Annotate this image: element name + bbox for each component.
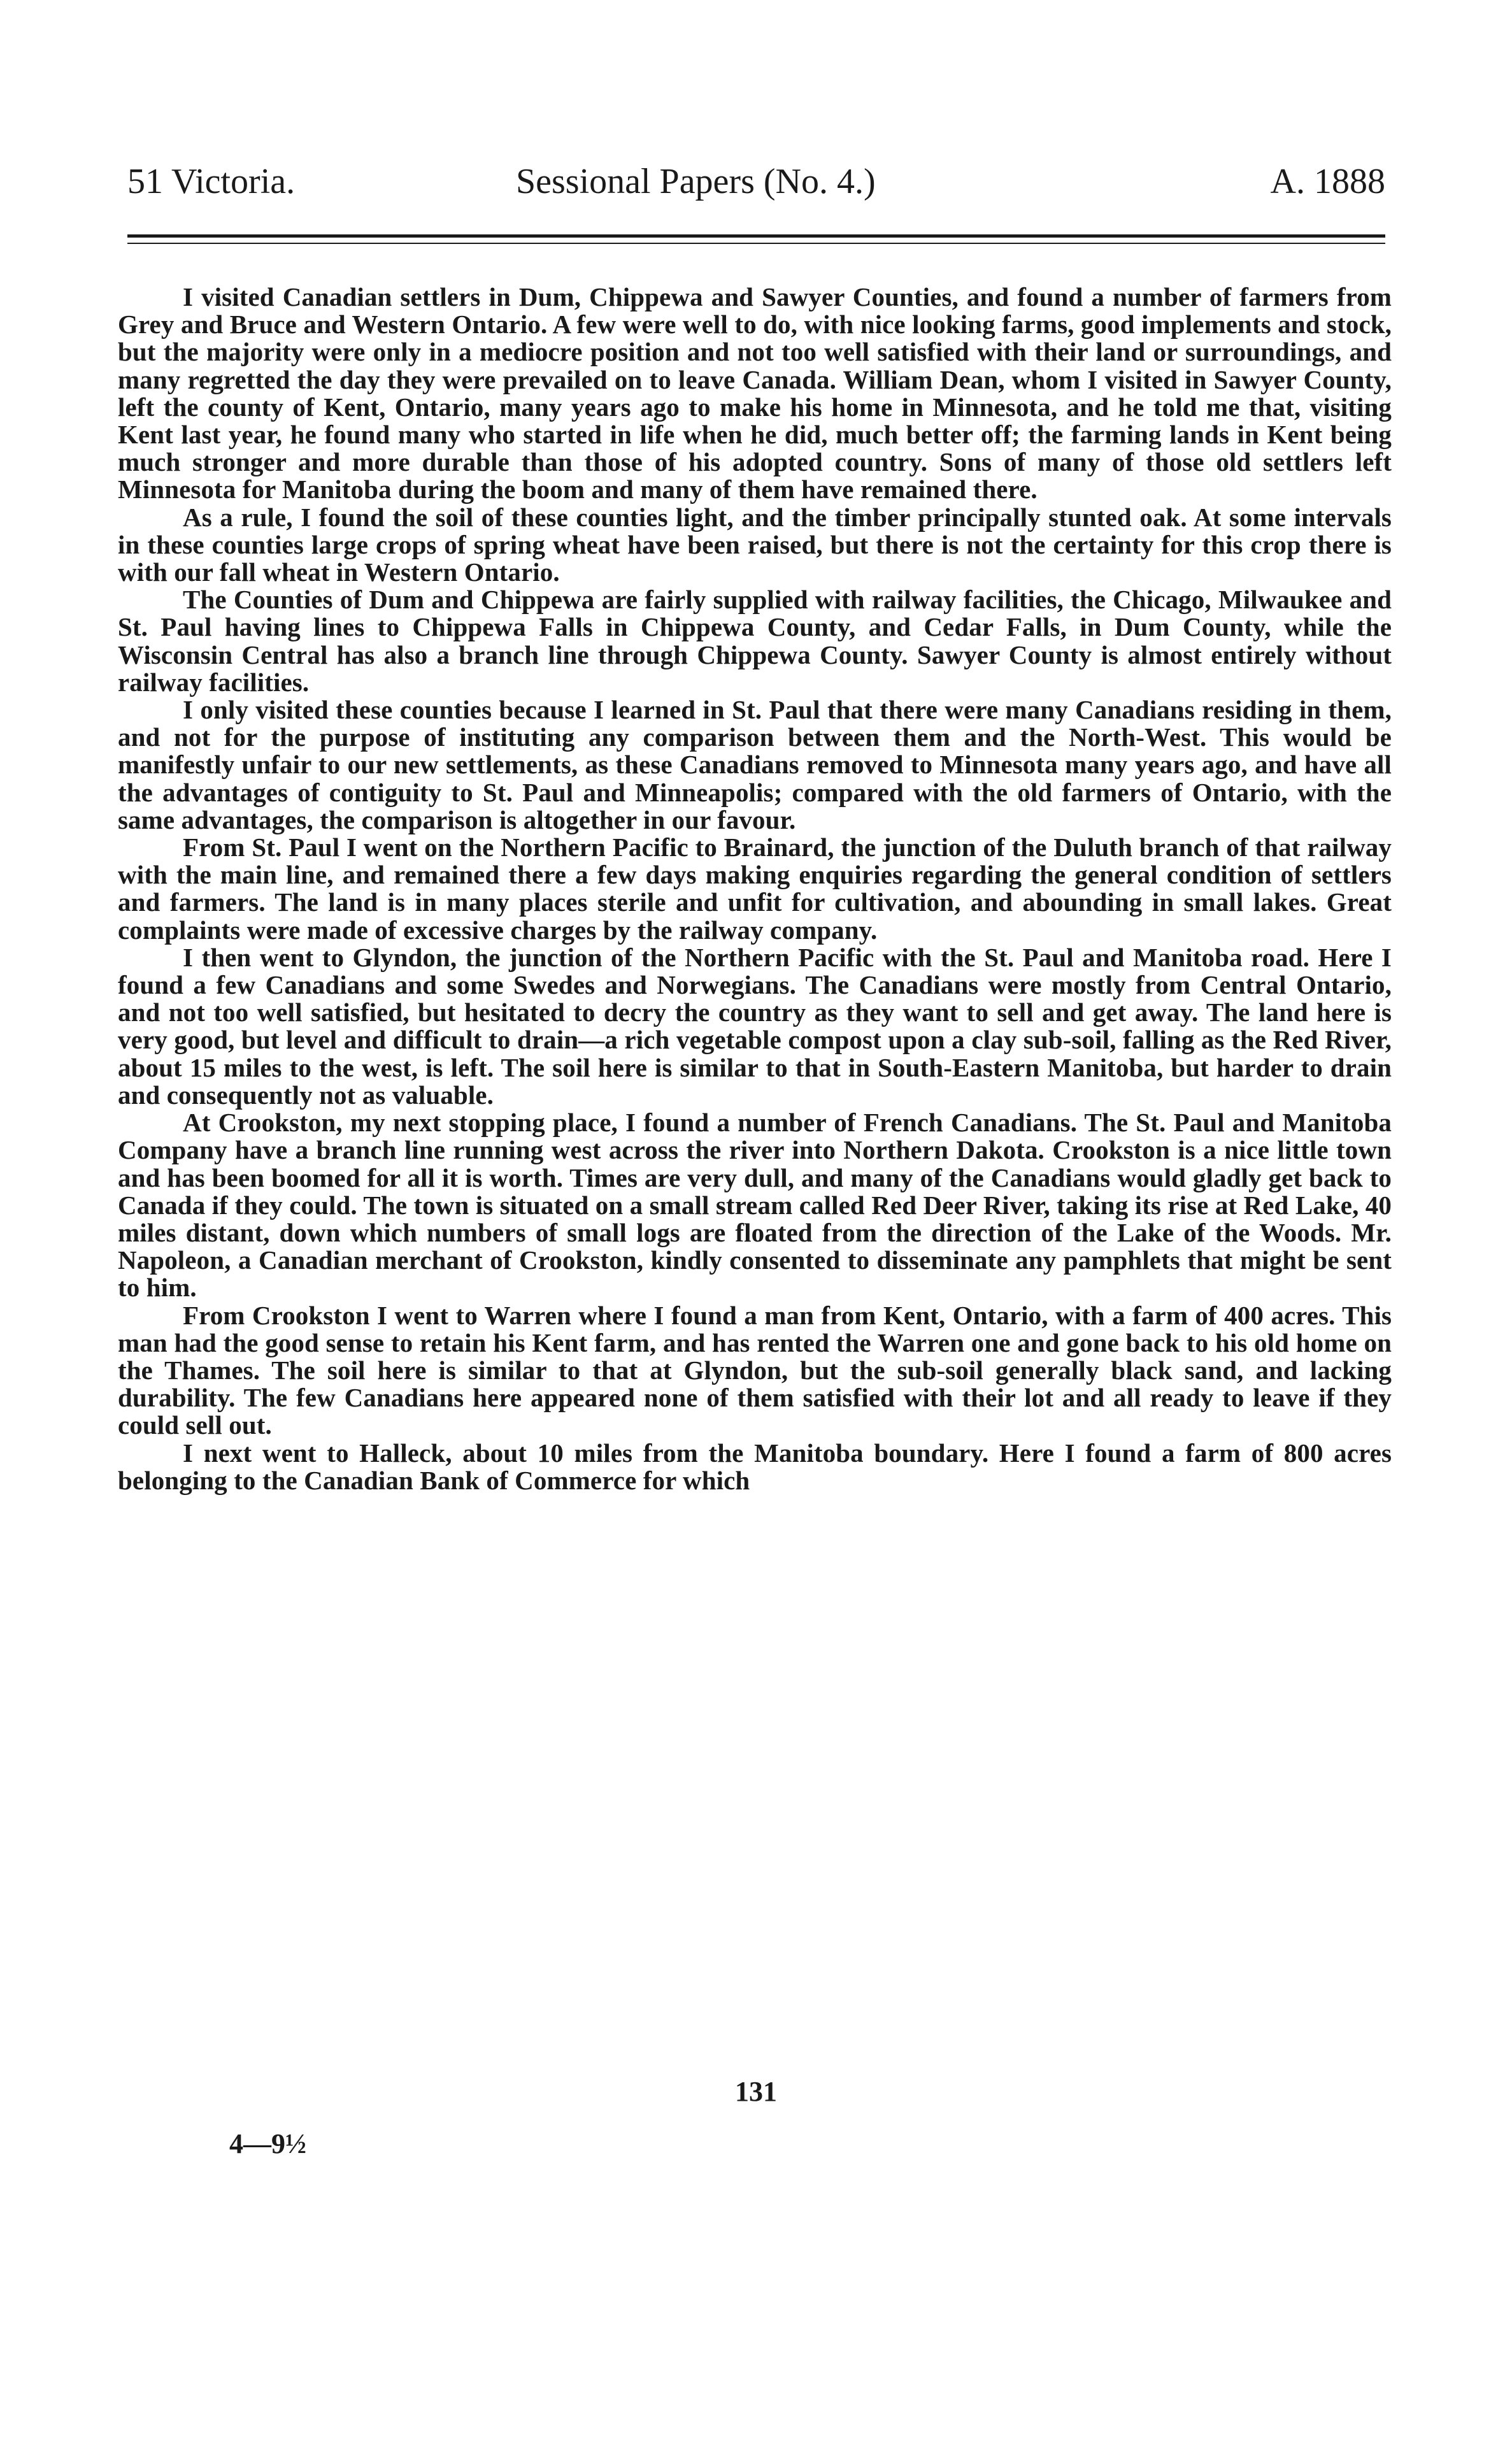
printer-signature: 4—9½: [229, 2128, 306, 2159]
page-header: [127, 156, 1385, 207]
paragraph-brainard: From St. Paul I went on the Northern Pacific to Brainard, the junction of the Duluth branch of that railway with the main line, and remained there a few days making enquiries regarding the general condition of settlers and farmers. The land is in many places sterile and unfit for cultivation, and abounding in small lakes. Great complaints were made of excessive charges by the railway company.: [118, 833, 1392, 945]
header-rule-thick: [127, 234, 1385, 238]
paragraph-railways: The Counties of Dum and Chippewa are fairly supplied with railway facilities, the Chicago, Milwaukee and St. Paul having lines to Chippewa Falls in Chippewa County, and Cedar Falls, in Dum County, while the Wisconsin Central has also a branch line through Chippewa County. Sawyer County is almost entirely without railway facilities.: [118, 585, 1392, 697]
header-year: 51 Victoria.: [127, 162, 296, 201]
paragraph-purpose: I only visited these counties because I learned in St. Paul that there were many Canadians residing in them, and not for the purpose of instituting any comparison between them and the North-West. This would be manifestly unfair to our new settlements, as these Canadians removed to Minnesota many years ago, and have all the advantages of contiguity to St. Paul and Minneapolis; compared with the old farmers of Ontario, with the same advantages, the comparison is altogether in our favour.: [118, 695, 1392, 834]
paragraph-soil: As a rule, I found the soil of these counties light, and the timber principally stunted oak. At some intervals in these counties large crops of spring wheat have been raised, but there is not the certainty for this crop there is with our fall wheat in Western Ontario.: [118, 502, 1392, 587]
header-rule-thin: [127, 243, 1385, 244]
report-body: [118, 283, 1392, 1494]
paragraph-warren: From Crookston I went to Warren where I found a man from Kent, Ontario, with a farm of 400 acres. This man had the good sense to retain his Kent farm, and has rented the Warren one and gone back to his old home on the Thames. The soil here is similar to that at Glyndon, but the sub-soil generally black sand, and lacking durability. The few Canadians here appeared none of them satisfied with their lot and all ready to leave if they could sell out.: [118, 1300, 1392, 1440]
page-number: 131: [735, 2076, 777, 2107]
paragraph-counties: I visited Canadian settlers in Dum, Chippewa and Sawyer Counties, and found a number of farmers from Grey and Bruce and Western Ontario. A few were well to do, with nice looking farms, good implements and stock, but the majority were only in a mediocre position and not too well satisfied with their land or surroundings, and many regretted the day they were prevailed on to leave Canada. William Dean, whom I visited in Sawyer County, left the county of Kent, Ontario, many years ago to make his home in Minnesota, and he told me that, visiting Kent last year, he found many who started in life when he did, much better off; the farming lands in Kent being much stronger and more durable than those of his adopted country. Sons of many of those old settlers left Minnesota for Manitoba during the boom and many of them have remained there.: [118, 282, 1392, 504]
paragraph-glyndon: I then went to Glyndon, the junction of the Northern Pacific with the St. Paul and Manitoba road. Here I found a few Canadians and some Swedes and Norwegians. The Canadians were mostly from Central Ontario, and not too well satisfied, but hesitated to decry the country as they want to sell and get away. The land here is very good, but level and difficult to drain—a rich vegetable compost upon a clay sub-soil, falling as the Red River, about 15 miles to the west, is left. The soil here is similar to that in South-Eastern Manitoba, but harder to drain and consequently not as valuable.: [118, 942, 1392, 1110]
paragraph-halleck: I next went to Halleck, about 10 miles from the Manitoba boundary. Here I found a farm of 800 acres belonging to the Canadian Bank of Commerce for which: [118, 1438, 1392, 1495]
paragraph-crookston: At Crookston, my next stopping place, I found a number of French Canadians. The St. Paul and Manitoba Company have a branch line running west across the river into Northern Dakota. Crookston is a nice little town and has been boomed for all it is worth. Times are very dull, and many of the Canadians would gladly get back to Canada if they could. The town is situated on a small stream called Red Deer River, taking its rise at Red Lake, 40 miles distant, down which numbers of small logs are floated from the direction of the Lake of the Woods. Mr. Napoleon, a Canadian merchant of Crookston, kindly consented to disseminate any pamphlets that might be sent to him.: [118, 1108, 1392, 1303]
header-document-number: A. 1888: [1270, 162, 1385, 201]
header-title: Sessional Papers (No. 4.): [516, 162, 876, 201]
